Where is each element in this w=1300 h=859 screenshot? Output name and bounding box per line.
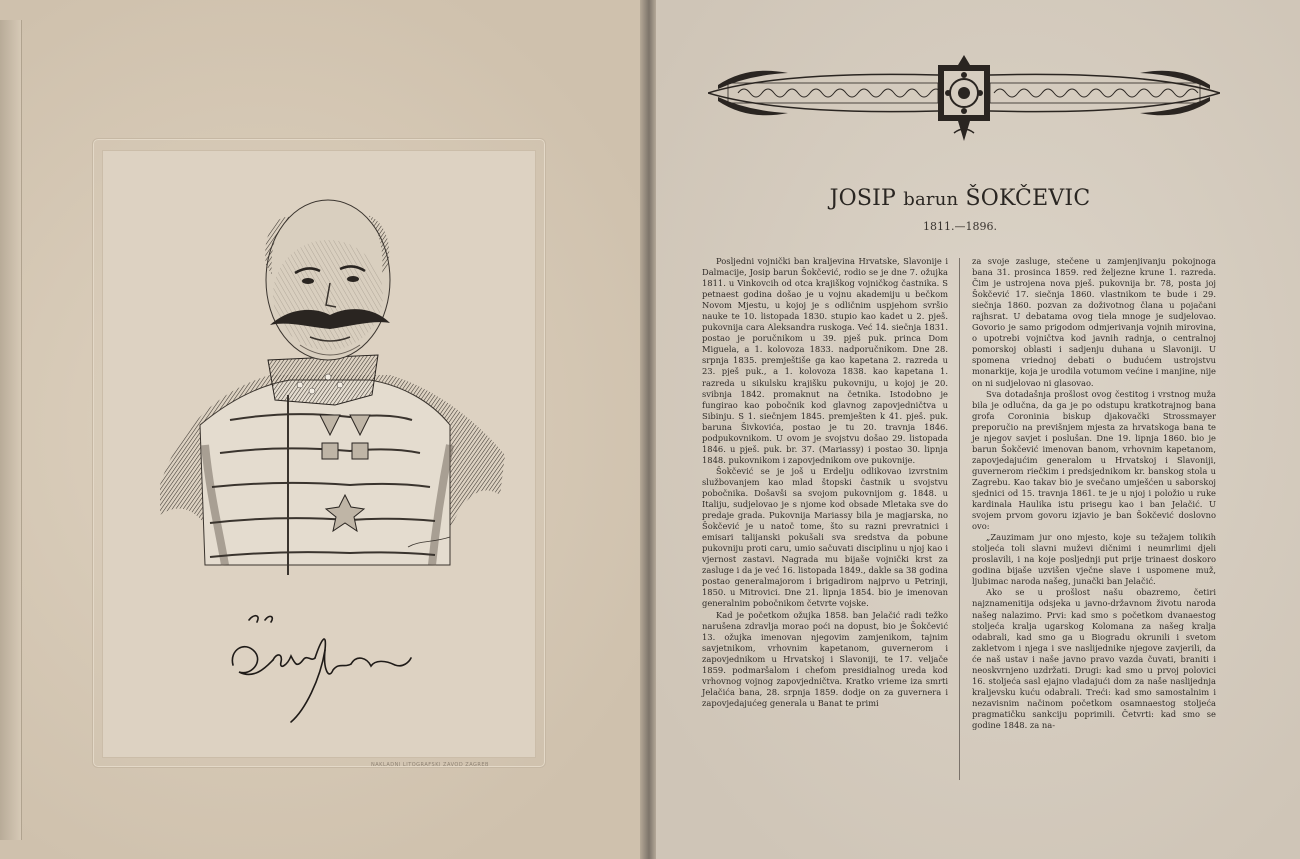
paragraph: Ako se u prošlost našu obazremo, četiri najznamenitija odsjeka u javno-državnom životu naroda našeg nalazimo. Prvi: kad smo s početkom dvanaestog stoljeća kralja ugarskog Kolomana za našeg kralja odabrali, kad smo ga u Biogradu okrunili i svetom zakletvom i njega i sve naslijednike njegove zavjerili, da će naš ustav i naše javno pravo vazda čuvati, braniti i neoskvrnjeno uzdržati. Drugi: kad smo u prvoj polovici 16. stoljeća sasl ejajno vladajući dom za naše naslijednja kraljevsku kuću odabrali. Treći: kad smo samostalnim i nezavisnim načinom početkom osamnaestog stoljeća pragmatičku sankciju poprimili. Četvrti: kad smo se godine 1848. za na- xyxy=(972,587,1216,730)
page-edge xyxy=(0,20,22,840)
portrait-engraving xyxy=(150,195,510,575)
title-surname: ŠOKČEVIC xyxy=(965,186,1091,211)
handwritten-signature xyxy=(225,610,415,730)
paragraph: za svoje zasluge, stečene u zamjenjivanju pokojnoga bana 31. prosinca 1859. red željezne krune 1. razreda. Čim je ustrojena nova pješ. pukovnija br. 78, posta joj Šokčević 17. siečnja 1860. vlastnikom te bude i 29. siečnja 1860. pozvan za doživotnog člana u pojačani rajhsrat. U debatama ovog tiela mnoge je sudjelovao. Govorio je samo prigodom odmjerivanja vojnih mirovina, o upotrebi vojničtva kod javnih radnja, o centralnoj pomorskoj oblasti i sadjenju duhana u Slavoniji. U spomena vriednoj debati o budućem ustrojstvu monarkije, koja je urodila votumom većine i manjine, nije on ni sudjelovao ni glasovao. xyxy=(972,256,1216,388)
paragraph: „Zauzimam jur ono mjesto, koje su težajem tolikih stoljeća toli slavni muževi dičnimi i neumrlimi djeli proslavili, i na koje posljednji put prije trinaest doskoro godina bijaše uzvišen vječne slave i uspomene muž, ljubimac naroda našeg, junački ban Jelačić. xyxy=(972,532,1216,587)
column-divider xyxy=(959,258,960,780)
article-title xyxy=(700,186,1220,211)
title-first-name: JOSIP xyxy=(829,186,897,211)
decorative-header-ornament xyxy=(708,55,1220,141)
paragraph: Sva dotadašnja prošlost ovog čestitog i vrstnog muža bila je odlučna, da ga je po odstupu kratkotrajnog bana grofa Coroninia biskup djakovački Strossmayer preporučio na previšnjem mjesta za hrvatskoga bana te je njegov savjet i poslušan. Dne 19. lipnja 1860. bio je barun Šokčević imenovan banom, vrhovnim kapetanom, zapovjedajućim generalom u Hrvatskoj i Slavoniji, guvernerom riečkim i predsjednikom kr. banskog stola u Zagrebu. Kao takav bio je svečano umješćen u saborskoj sjednici od 15. travnja 1861. te je u njoj i položio u ruke kardinala Haulika istu prisegu kao i ban Jelačić. U svojem prvom govoru izjavio je ban Šokčević doslovno ovo: xyxy=(972,388,1216,532)
paragraph: Šokčević se je još u Erdelju odlikovao izvrstnim službovanjem kao mlad štopski častnik u svojstvu pobočnika. Došavši sa svojom pukovnijom g. 1848. u Italiju, sudjelovao je s njome kod obsade Mletaka sve do predaje grada. Pukovnija Mariassy bila je magjarska, no Šokčević je u natoč tome, što su razni prevratnici i emisari talijanski pokušali sva sredstva da pobune pukovniju proti caru, umio sačuvati disciplinu u njoj kao i vjernost zastavi. Nagrada mu bijaše vojnički krst za zasluge i da je već 16. listopada 1849., dakle sa 38 godina postao generalmajorom i brigadirom najprvo u Petrinji, 1850. u Mitrovici. Dne 21. lipnja 1854. bio je imenovan generalnim pobočnikom četvrte vojske. xyxy=(702,465,948,609)
text-column-left xyxy=(702,256,948,709)
paragraph: Kad je početkom ožujka 1858. ban Jelačić radi težko narušena zdravlja morao poći na dopust, bio je Šokčević 13. ožujka imenovan njegovim zamjenikom, tajnim savjetnikom, vrhovnim kapetanom, guvernerom i zapovjednikom u Hrvatskoj i Slavoniji, te 17. veljače 1859. podmaršalom i chefom presidialnog ureda kod vrhovnog vojnog zapovjedničtva. Kratko vrieme iza smrti Jelačića bana, 28. srpnja 1859. dodje on za guvernera i zapovjedajućeg generala u Banat te primi xyxy=(702,609,948,708)
text-column-right xyxy=(972,256,1216,731)
life-dates: 1811.—1896. xyxy=(923,220,997,233)
title-rank: barun xyxy=(903,189,959,210)
lithography-imprint: NAKLADNI LITOGRAFSKI ZAVOD ZAGREB xyxy=(371,762,489,768)
paragraph: Posljedni vojnički ban kraljevina Hrvatske, Slavonije i Dalmacije, Josip barun Šokčević, rodio se je dne 7. ožujka 1811. u Vinkovcih od otca krajiškog vojničkog častnika. S petnaest godina došao je u vojnu akademiju u bečkom Novom Mjestu, u kojoj je s odličnim uspjehom svršio nauke te 10. listopada 1830. stupio kao kadet u 2. pješ. pukovnija cara Aleksandra ruskoga. Već 14. siečnja 1831. postao je poručnikom u 39. pješ puk. princa Dom Miguela, a 1. kolovoza 1833. nadporučnikom. Dne 28. srpnja 1835. premještiše ga kao kapetana 2. razreda u 23. pješ puk., a 1. kolovoza 1838. kao kapetana 1. razreda u sikulsku krajišku pukovniju, u kojoj je 20. svibnja 1842. promaknut na četnika. Istodobno je fungirao kao pobočnik kod glavnog zapovjedničtva u Sibinju. S 1. siečnjem 1845. premješten k 41. pješ. puk. baruna Šivkovića, postao je tu 20. travnja 1846. podpukovnikom. U ovom je svojstvu došao 29. listopada 1846. u pješ. puk. br. 37. (Mariassy) i postao 30. lipnja 1848. pukovnikom i zapovjednikom ove pukovnije. xyxy=(702,256,948,465)
